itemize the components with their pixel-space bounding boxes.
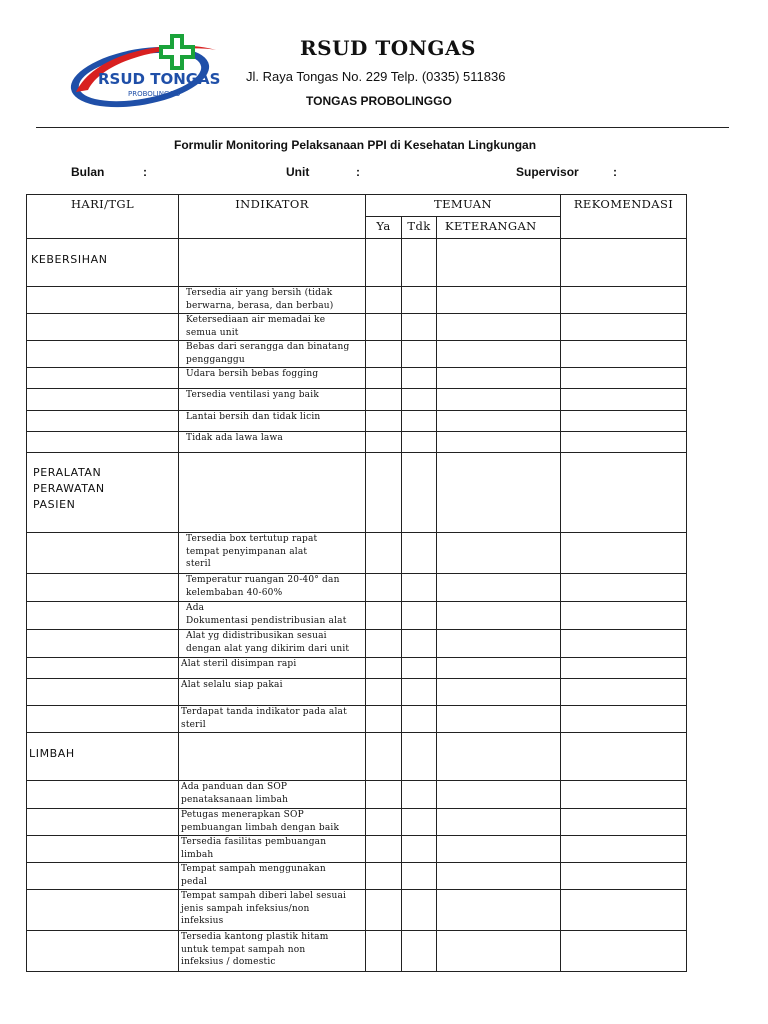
tdk-cell[interactable] (402, 341, 437, 368)
indicator-row (27, 411, 687, 432)
rekomendasi-cell[interactable] (561, 368, 687, 389)
keterangan-cell[interactable] (437, 341, 561, 368)
rekomendasi-cell[interactable] (561, 574, 687, 602)
ya-cell[interactable] (366, 630, 402, 658)
rekomendasi-cell[interactable] (561, 341, 687, 368)
date-cell[interactable] (27, 863, 179, 890)
rekomendasi-cell[interactable] (561, 781, 687, 809)
indicator-text: Tersedia box tertutup rapat tempat penyimpanan alat steril (179, 533, 366, 574)
ya-cell[interactable] (366, 574, 402, 602)
tdk-cell[interactable] (402, 411, 437, 432)
rekomendasi-cell[interactable] (561, 836, 687, 863)
date-cell[interactable] (27, 890, 179, 931)
rekomendasi-cell[interactable] (561, 411, 687, 432)
tdk-cell[interactable] (402, 389, 437, 411)
indicator-row (27, 781, 687, 809)
tdk-cell[interactable] (402, 781, 437, 809)
ya-cell[interactable] (366, 287, 402, 314)
indicator-row (27, 602, 687, 630)
ya-cell[interactable] (366, 658, 402, 679)
date-cell[interactable] (27, 679, 179, 706)
ya-cell[interactable] (366, 533, 402, 574)
keterangan-cell[interactable] (437, 863, 561, 890)
tdk-cell[interactable] (402, 679, 437, 706)
ya-cell[interactable] (366, 836, 402, 863)
section-row (27, 733, 687, 781)
date-cell[interactable] (27, 630, 179, 658)
tdk-cell[interactable] (402, 287, 437, 314)
keterangan-cell[interactable] (437, 533, 561, 574)
keterangan-cell[interactable] (437, 658, 561, 679)
indicator-row (27, 389, 687, 411)
hospital-city: TONGAS PROBOLINGGO (306, 94, 452, 108)
hospital-name: RSUD TONGAS (300, 36, 476, 60)
header-keterangan: KETERANGAN (437, 217, 561, 239)
unit-colon: : (356, 165, 360, 179)
rekomendasi-cell[interactable] (561, 314, 687, 341)
date-cell[interactable] (27, 287, 179, 314)
tdk-cell[interactable] (402, 706, 437, 733)
ya-cell[interactable] (366, 781, 402, 809)
indicator-text: Petugas menerapkan SOP pembuangan limbah dengan baik (179, 809, 366, 836)
monitoring-table (26, 194, 687, 972)
indicator-row (27, 432, 687, 453)
ya-cell[interactable] (366, 602, 402, 630)
rekomendasi-cell[interactable] (561, 602, 687, 630)
indicator-row (27, 890, 687, 931)
ya-cell[interactable] (366, 706, 402, 733)
ya-cell[interactable] (366, 890, 402, 931)
supervisor-label: Supervisor (516, 165, 579, 179)
date-cell[interactable] (27, 533, 179, 574)
indicator-row (27, 706, 687, 733)
header-indikator: INDIKATOR (179, 195, 366, 239)
indicator-text: Tersedia fasilitas pembuangan limbah (179, 836, 366, 863)
keterangan-cell[interactable] (437, 836, 561, 863)
indicator-text: Udara bersih bebas fogging (179, 368, 366, 389)
tdk-cell[interactable] (402, 890, 437, 931)
empty-cell[interactable] (366, 239, 402, 287)
section-label: LIMBAH (27, 733, 179, 781)
tdk-cell[interactable] (402, 836, 437, 863)
indicator-row (27, 341, 687, 368)
ya-cell[interactable] (366, 432, 402, 453)
bulan-colon: : (143, 165, 147, 179)
date-cell[interactable] (27, 781, 179, 809)
keterangan-cell[interactable] (437, 389, 561, 411)
empty-cell[interactable] (561, 239, 687, 287)
date-cell[interactable] (27, 706, 179, 733)
empty-cell[interactable] (179, 453, 366, 533)
header-rekomendasi: REKOMENDASI (561, 195, 687, 239)
indicator-text: Alat selalu siap pakai (179, 679, 366, 706)
indicator-text: Alat yg didistribusikan sesuai dengan alat yang dikirim dari unit (179, 630, 366, 658)
date-cell[interactable] (27, 809, 179, 836)
rekomendasi-cell[interactable] (561, 931, 687, 972)
tdk-cell[interactable] (402, 533, 437, 574)
ya-cell[interactable] (366, 863, 402, 890)
section-row (27, 239, 687, 287)
indicator-row (27, 574, 687, 602)
empty-cell[interactable] (366, 453, 402, 533)
header-hari-tgl: HARI/TGL (27, 195, 179, 239)
indicator-text: Tidak ada lawa lawa (179, 432, 366, 453)
indicator-text: Temperatur ruangan 20-40° dan kelembaban 40-60% (179, 574, 366, 602)
keterangan-cell[interactable] (437, 411, 561, 432)
indicator-text: Tersedia ventilasi yang baik (179, 389, 366, 411)
indicator-text: Alat steril disimpan rapi (179, 658, 366, 679)
keterangan-cell[interactable] (437, 890, 561, 931)
rekomendasi-cell[interactable] (561, 706, 687, 733)
ya-cell[interactable] (366, 411, 402, 432)
tdk-cell[interactable] (402, 314, 437, 341)
tdk-cell[interactable] (402, 368, 437, 389)
tdk-cell[interactable] (402, 630, 437, 658)
keterangan-cell[interactable] (437, 574, 561, 602)
indicator-row (27, 931, 687, 972)
ya-cell[interactable] (366, 679, 402, 706)
date-cell[interactable] (27, 931, 179, 972)
indicator-text: Tempat sampah diberi label sesuai jenis sampah infeksius/non infeksius (179, 890, 366, 931)
empty-cell[interactable] (402, 239, 437, 287)
tdk-cell[interactable] (402, 658, 437, 679)
tdk-cell[interactable] (402, 931, 437, 972)
supervisor-colon: : (613, 165, 617, 179)
ya-cell[interactable] (366, 314, 402, 341)
empty-cell[interactable] (402, 453, 437, 533)
tdk-cell[interactable] (402, 602, 437, 630)
keterangan-cell[interactable] (437, 287, 561, 314)
keterangan-cell[interactable] (437, 706, 561, 733)
keterangan-cell[interactable] (437, 809, 561, 836)
ya-cell[interactable] (366, 341, 402, 368)
rekomendasi-cell[interactable] (561, 533, 687, 574)
tdk-cell[interactable] (402, 863, 437, 890)
ya-cell[interactable] (366, 809, 402, 836)
tdk-cell[interactable] (402, 809, 437, 836)
indicator-text: Terdapat tanda indikator pada alat steril (179, 706, 366, 733)
section-label: PERALATAN PERAWATAN PASIEN (27, 453, 179, 533)
rekomendasi-cell[interactable] (561, 679, 687, 706)
empty-cell[interactable] (437, 239, 561, 287)
keterangan-cell[interactable] (437, 781, 561, 809)
indicator-row (27, 679, 687, 706)
indicator-row (27, 836, 687, 863)
indicator-text: Ketersediaan air memadai ke semua unit (179, 314, 366, 341)
logo-subtext: PROBOLINGGO (128, 90, 181, 98)
tdk-cell[interactable] (402, 432, 437, 453)
section-label: KEBERSIHAN (27, 239, 179, 287)
header-temuan: TEMUAN (366, 195, 561, 217)
indicator-text: Ada Dokumentasi pendistribusian alat (179, 602, 366, 630)
form-title: Formulir Monitoring Pelaksanaan PPI di Kesehatan Lingkungan (174, 138, 537, 152)
indicator-row (27, 368, 687, 389)
keterangan-cell[interactable] (437, 368, 561, 389)
indicator-text: Tempat sampah menggunakan pedal (179, 863, 366, 890)
rekomendasi-cell[interactable] (561, 658, 687, 679)
date-cell[interactable] (27, 836, 179, 863)
bulan-label: Bulan (71, 165, 105, 179)
rekomendasi-cell[interactable] (561, 287, 687, 314)
empty-cell[interactable] (402, 733, 437, 781)
rekomendasi-cell[interactable] (561, 809, 687, 836)
indicator-row (27, 314, 687, 341)
indicator-text: Bebas dari serangga dan binatang pengganggu (179, 341, 366, 368)
ya-cell[interactable] (366, 368, 402, 389)
empty-cell[interactable] (179, 733, 366, 781)
date-cell[interactable] (27, 411, 179, 432)
empty-cell[interactable] (437, 453, 561, 533)
date-cell[interactable] (27, 341, 179, 368)
empty-cell[interactable] (179, 239, 366, 287)
header-ya: Ya (366, 217, 402, 239)
indicator-row (27, 809, 687, 836)
indicator-text: Tersedia kantong plastik hitam untuk tempat sampah non infeksius / domestic (179, 931, 366, 972)
empty-cell[interactable] (561, 453, 687, 533)
date-cell[interactable] (27, 432, 179, 453)
date-cell[interactable] (27, 602, 179, 630)
indicator-row (27, 533, 687, 574)
date-cell[interactable] (27, 658, 179, 679)
rekomendasi-cell[interactable] (561, 890, 687, 931)
keterangan-cell[interactable] (437, 432, 561, 453)
indicator-row (27, 287, 687, 314)
date-cell[interactable] (27, 368, 179, 389)
ya-cell[interactable] (366, 389, 402, 411)
date-cell[interactable] (27, 314, 179, 341)
indicator-row (27, 630, 687, 658)
date-cell[interactable] (27, 574, 179, 602)
header-tdk: Tdk (402, 217, 437, 239)
hospital-address: Jl. Raya Tongas No. 229 Telp. (0335) 511836 (246, 69, 506, 84)
indicator-text: Ada panduan dan SOP penataksanaan limbah (179, 781, 366, 809)
rekomendasi-cell[interactable] (561, 432, 687, 453)
hospital-logo (66, 30, 220, 112)
empty-cell[interactable] (561, 733, 687, 781)
keterangan-cell[interactable] (437, 314, 561, 341)
empty-cell[interactable] (366, 733, 402, 781)
rekomendasi-cell[interactable] (561, 389, 687, 411)
date-cell[interactable] (27, 389, 179, 411)
tdk-cell[interactable] (402, 574, 437, 602)
logo-text: RSUD TONGAS (98, 70, 220, 88)
ya-cell[interactable] (366, 931, 402, 972)
header-divider (36, 127, 729, 128)
keterangan-cell[interactable] (437, 630, 561, 658)
indicator-text: Lantai bersih dan tidak licin (179, 411, 366, 432)
unit-label: Unit (286, 165, 310, 179)
indicator-row (27, 658, 687, 679)
keterangan-cell[interactable] (437, 602, 561, 630)
rekomendasi-cell[interactable] (561, 863, 687, 890)
keterangan-cell[interactable] (437, 679, 561, 706)
rekomendasi-cell[interactable] (561, 630, 687, 658)
section-row (27, 453, 687, 533)
indicator-row (27, 863, 687, 890)
indicator-text: Tersedia air yang bersih (tidak berwarna, berasa, dan berbau) (179, 287, 366, 314)
keterangan-cell[interactable] (437, 931, 561, 972)
empty-cell[interactable] (437, 733, 561, 781)
